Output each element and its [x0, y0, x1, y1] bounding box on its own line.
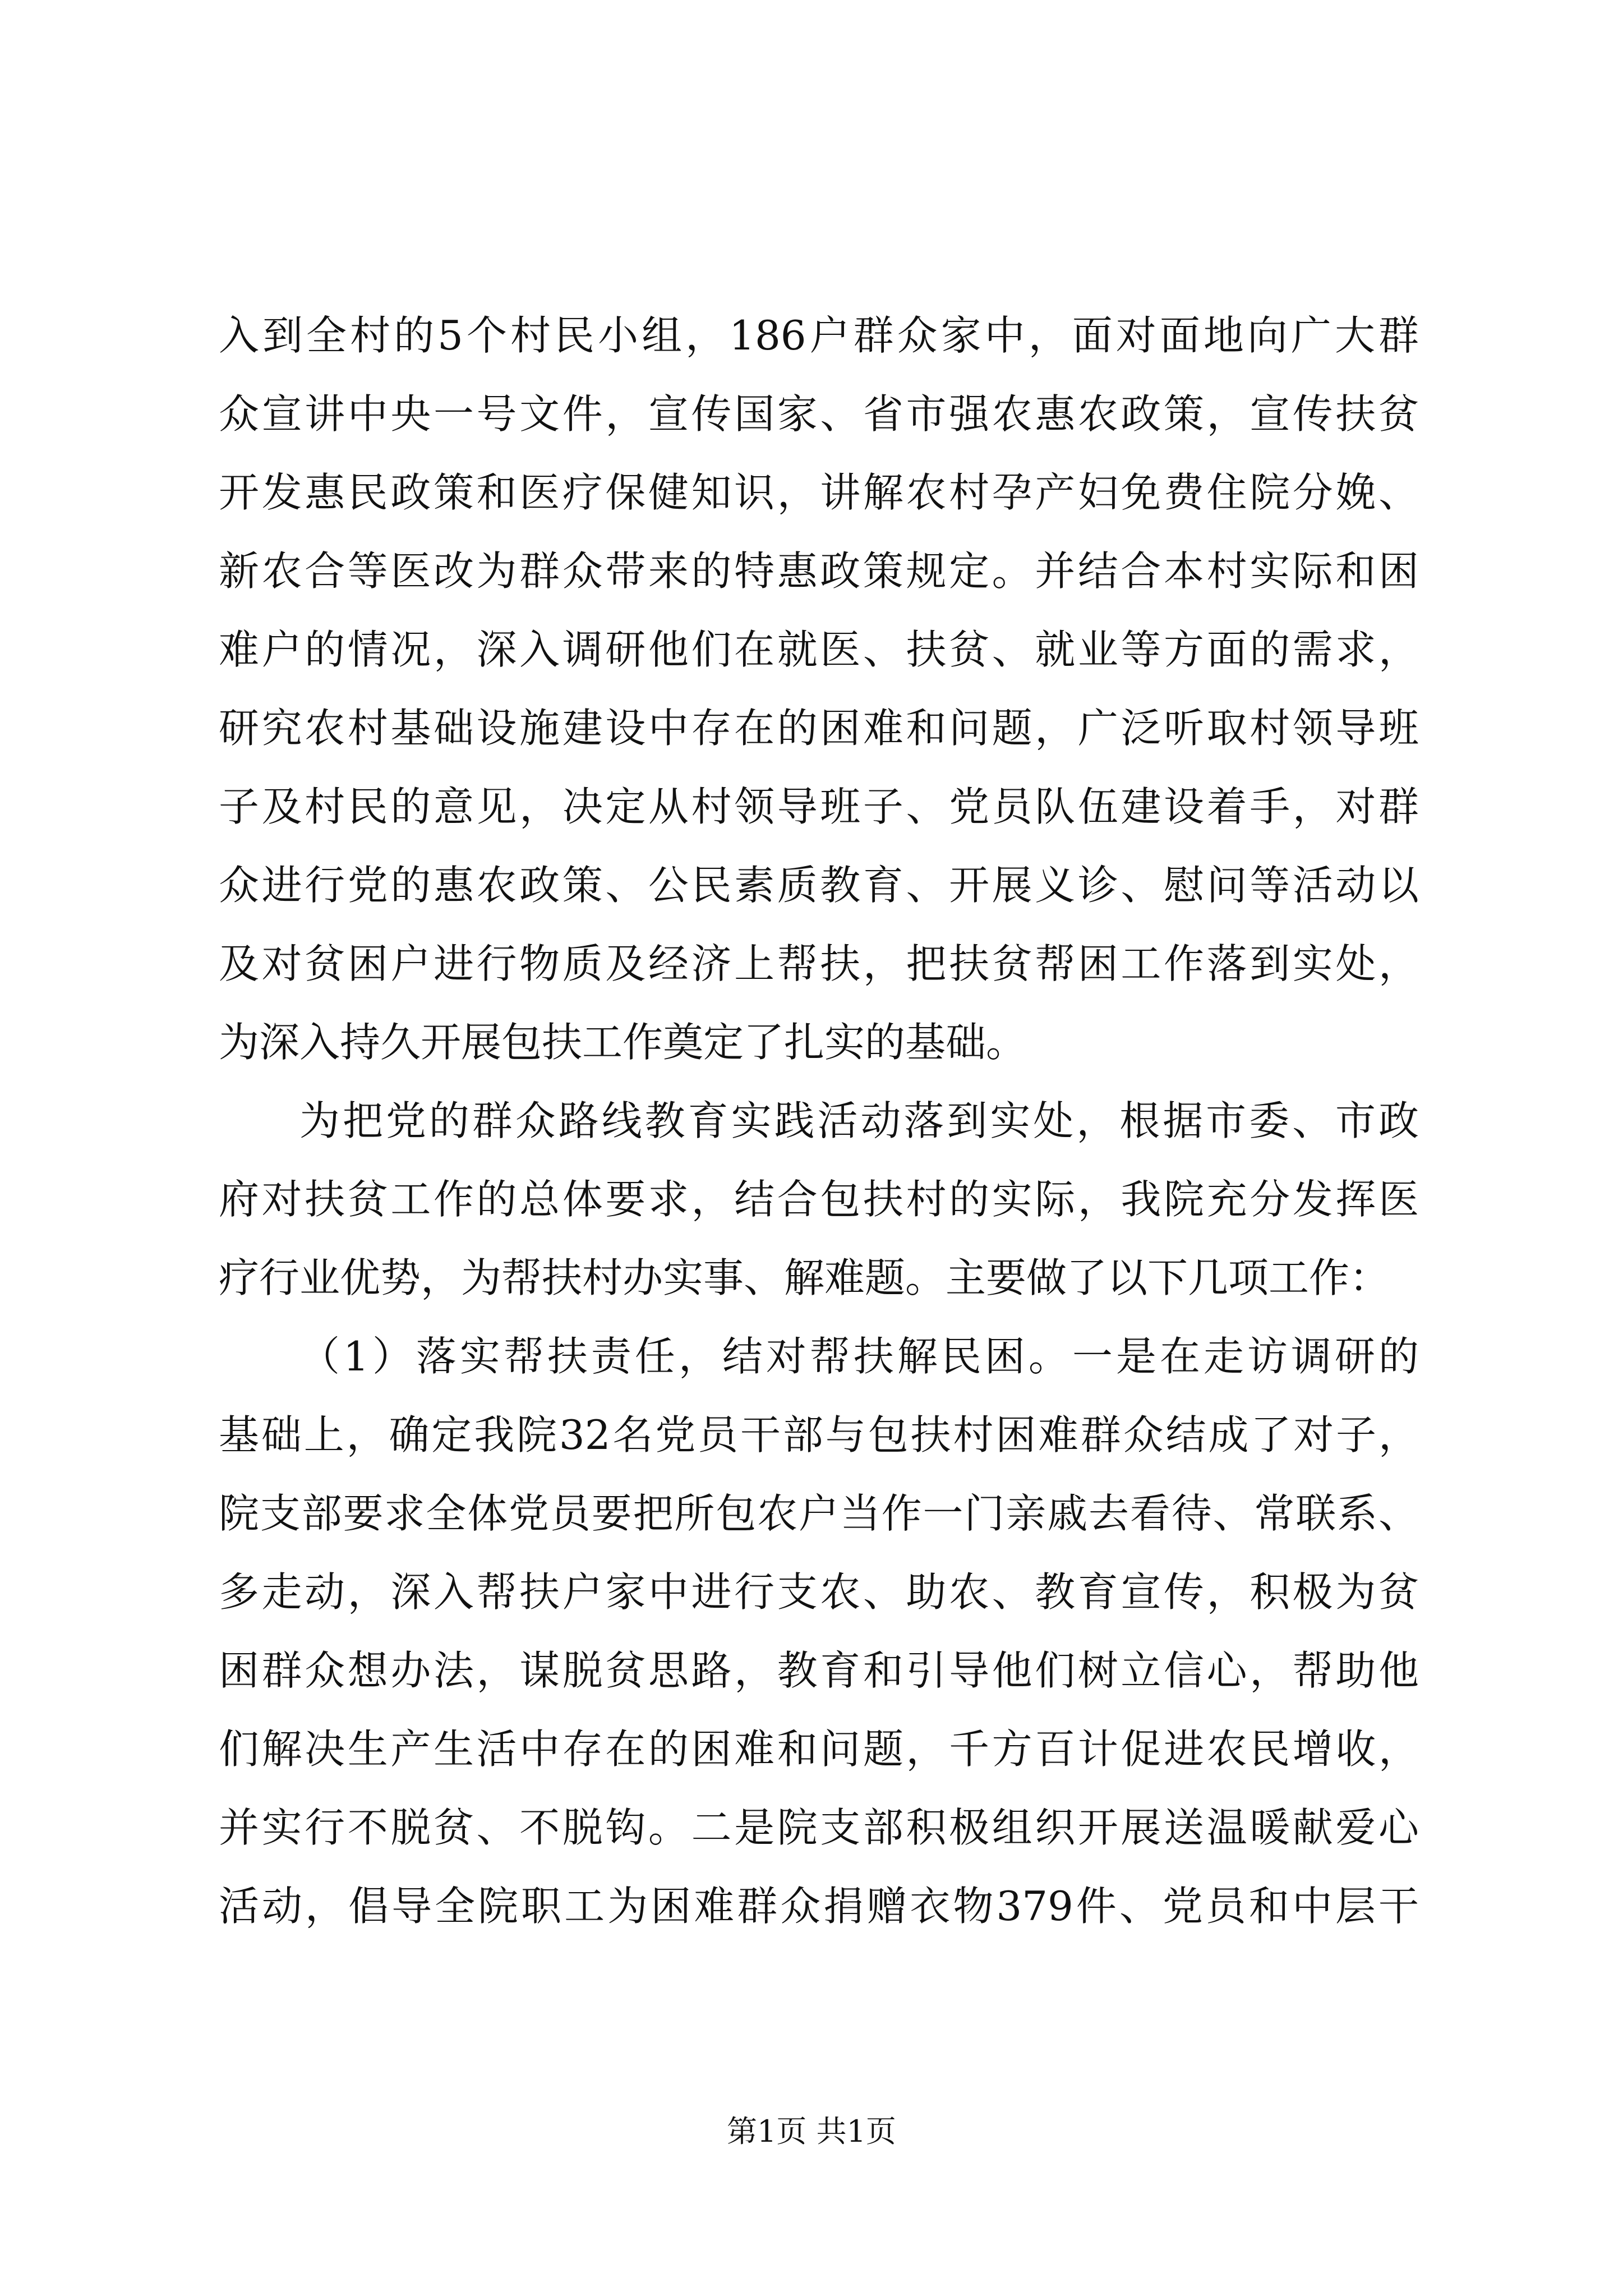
paragraph-3-line: （1）落实帮扶责任，结对帮扶解民困。一是在走访调研的: [299, 1333, 1419, 1380]
paragraph-3-line: 们解决生产生活中存在的困难和问题，千方百计促进农民增收，: [219, 1726, 1419, 1773]
paragraph-1-line: 众进行党的惠农政策、公民素质教育、开展义诊、慰问等活动以: [219, 862, 1419, 909]
paragraph-1-line: 为深入持久开展包扶工作奠定了扎实的基础。: [219, 1019, 1027, 1066]
paragraph-1: [219, 296, 1419, 1082]
paragraph-2-line: 府对扶贫工作的总体要求，结合包扶村的实际，我院充分发挥医: [219, 1176, 1419, 1223]
paragraph-1-line: 开发惠民政策和医疗保健知识，讲解农村孕产妇免费住院分娩、: [219, 469, 1419, 516]
paragraph-1-line: 难户的情况，深入调研他们在就医、扶贫、就业等方面的需求，: [219, 626, 1419, 673]
paragraph-1-line: 子及村民的意见，决定从村领导班子、党员队伍建设着手，对群: [219, 783, 1419, 830]
paragraph-3: [219, 1317, 1419, 1945]
paragraph-3-line: 困群众想办法，谋脱贫思路，教育和引导他们树立信心，帮助他: [219, 1647, 1419, 1694]
paragraph-3-line: 多走动，深入帮扶户家中进行支农、助农、教育宣传，积极为贫: [219, 1568, 1419, 1616]
paragraph-2-line: 为把党的群众路线教育实践活动落到实处，根据市委、市政: [299, 1097, 1419, 1144]
paragraph-1-line: 众宣讲中央一号文件，宣传国家、省市强农惠农政策，宣传扶贫: [219, 390, 1419, 438]
paragraph-1-line: 入到全村的5个村民小组，186户群众家中，面对面地向广大群: [219, 312, 1419, 359]
page-number-footer: 第1页 共1页: [727, 2114, 896, 2149]
paragraph-1-line: 新农合等医改为群众带来的特惠政策规定。并结合本村实际和困: [219, 547, 1419, 595]
paragraph-2-line: 疗行业优势，为帮扶村办实事、解难题。主要做了以下几项工作：: [219, 1254, 1390, 1301]
paragraph-3-line: 基础上，确定我院32名党员干部与包扶村困难群众结成了对子，: [219, 1411, 1419, 1458]
paragraph-1-line: 研究农村基础设施建设中存在的困难和问题，广泛听取村领导班: [219, 705, 1419, 752]
paragraph-3-line: 院支部要求全体党员要把所包农户当作一门亲戚去看待、常联系、: [219, 1490, 1419, 1537]
paragraph-2: [219, 1082, 1419, 1317]
paragraph-3-line: 活动，倡导全院职工为困难群众捐赠衣物379件、党员和中层干: [219, 1883, 1419, 1930]
paragraph-3-line: 并实行不脱贫、不脱钩。二是院支部积极组织开展送温暖献爱心: [219, 1804, 1419, 1851]
paragraph-1-line: 及对贫困户进行物质及经济上帮扶，把扶贫帮困工作落到实处，: [219, 940, 1419, 987]
document-body: [219, 296, 1419, 1945]
